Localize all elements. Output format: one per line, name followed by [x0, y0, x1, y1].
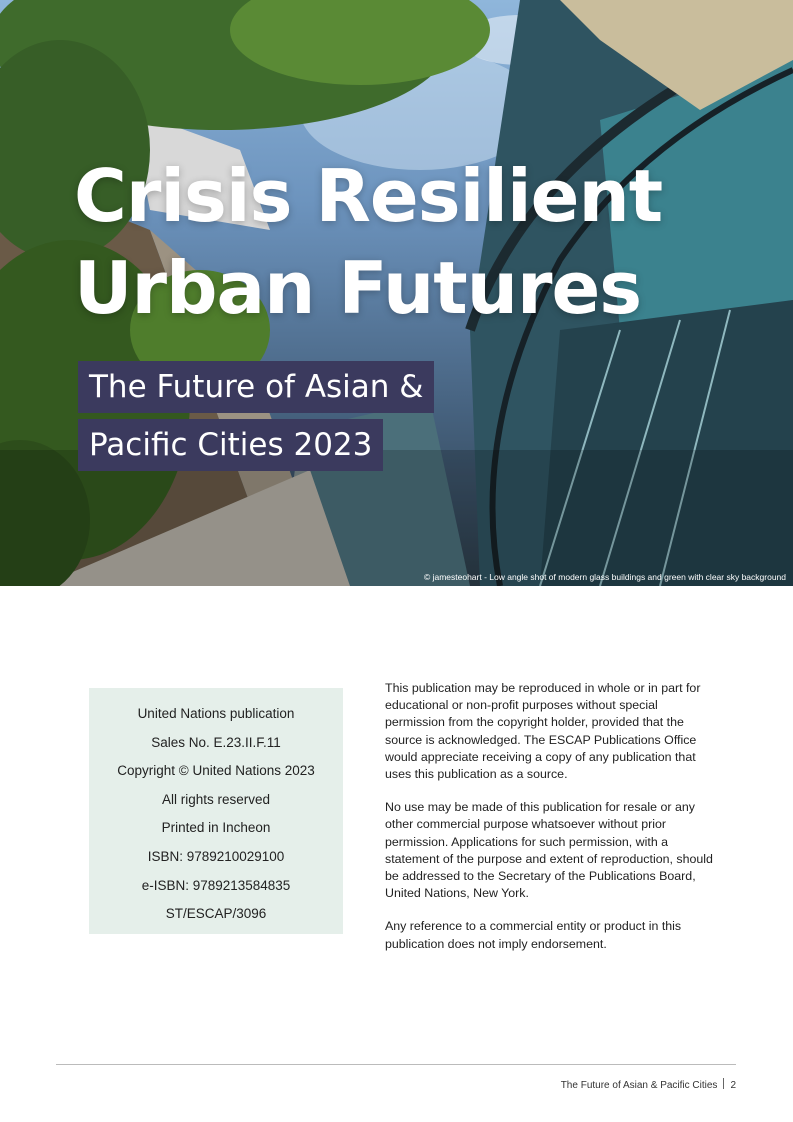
- endorsement-paragraph: Any reference to a commercial entity or product in this publication does not imply endorsement.: [385, 919, 682, 951]
- footer-divider: [56, 1064, 736, 1065]
- page-number: 2: [730, 1080, 736, 1091]
- subtitle-line-1: The Future of Asian &: [78, 361, 434, 413]
- legal-notice: [385, 680, 715, 969]
- rights-reserved: All rights reserved: [161, 791, 271, 807]
- isbn: ISBN: 9789210029100: [147, 848, 285, 864]
- publication-info-box: [89, 688, 343, 934]
- e-isbn: e-ISBN: 9789213584835: [141, 877, 291, 893]
- subtitle-line-2: Pacific Cities 2023: [78, 419, 383, 471]
- reproduction-paragraph: This publication may be reproduced in whole or in part for educational or non-profit purposes without special permission from the copyright holder, provided that the source is acknowledged. The ESCAP Publications Office would appreciate receiving a copy of any publication that uses this publication as a source.: [385, 681, 701, 782]
- photo-credit: © jamesteohart - Low angle shot of modern glass buildings and green with clear sky background: [423, 572, 786, 582]
- commercial-use-paragraph: No use may be made of this publication for resale or any other commercial purpose whatsoever without prior permission. Applications for such permission, with a statement of the purpose and extent of reproduction, should be addressed to the Secretary of the Publications Board, United Nations, New York.: [385, 800, 713, 901]
- page-footer: [561, 1078, 736, 1091]
- printed-location: Printed in Incheon: [161, 820, 271, 836]
- running-title: The Future of Asian & Pacific Cities: [560, 1080, 718, 1091]
- sales-number: Sales No. E.23.II.F.11: [151, 734, 281, 750]
- document-symbol: ST/ESCAP/3096: [165, 906, 267, 922]
- footer-separator: [723, 1078, 724, 1089]
- title-line-1: Crisis Resilient: [74, 154, 663, 238]
- publication-type: United Nations publication: [137, 706, 295, 721]
- cover-title: [74, 150, 662, 334]
- copyright: Copyright © United Nations 2023: [117, 763, 315, 779]
- title-line-2: Urban Futures: [74, 246, 642, 330]
